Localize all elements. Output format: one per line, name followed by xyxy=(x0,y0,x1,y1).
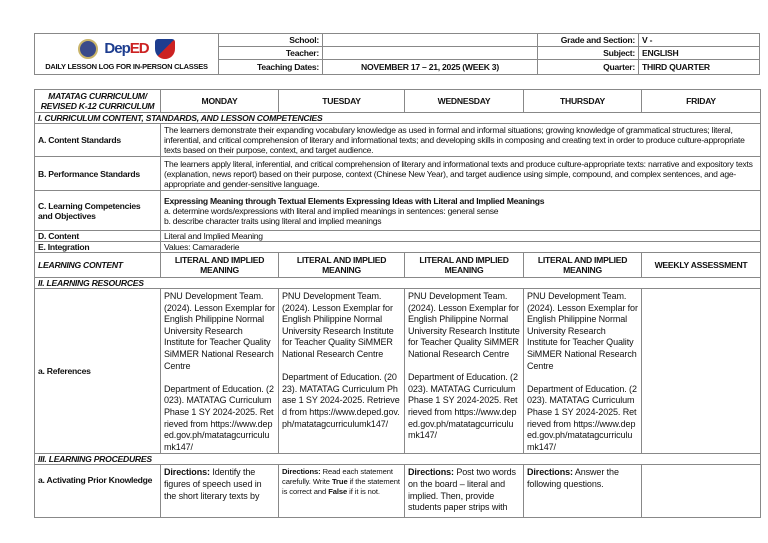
learning-content-monday: LITERAL AND IMPLIED MEANING xyxy=(161,253,279,278)
reference-pnu: PNU Development Team. (2024). Lesson Exemplar for English Philippine Normal University Research Institute for Teacher Quality SiMMER National Research Centre xyxy=(527,291,638,371)
competencies-label: C. Learning Competencies and Objectives xyxy=(35,191,161,231)
day-tuesday: TUESDAY xyxy=(279,90,405,113)
day-monday: MONDAY xyxy=(161,90,279,113)
activating-text: Read each statement carefully. Write xyxy=(282,467,393,487)
activating-text: Answer the following questions. xyxy=(527,467,619,489)
grade-value: V - xyxy=(639,34,760,47)
directions-label: Directions: xyxy=(164,467,210,478)
content-text: Literal and Implied Meaning xyxy=(161,231,761,242)
reference-deped: Department of Education. (2023). MATATAG Curriculum Phase 1 SY 2024-2025. Retrieved from https://www.deped.gov.ph/matatagcurriculumk147/ xyxy=(527,383,637,452)
references-label: a. References xyxy=(35,289,161,454)
directions-label: Directions: xyxy=(527,467,573,478)
directions-label: Directions: xyxy=(282,467,321,477)
content-standards-label: A. Content Standards xyxy=(35,124,161,157)
true-word: True xyxy=(331,477,348,487)
school-label: School: xyxy=(219,34,323,47)
section-2-heading: II. LEARNING RESOURCES xyxy=(35,278,761,289)
learning-content-friday: WEEKLY ASSESSMENT xyxy=(642,253,761,278)
performance-standards-text: The learners apply literal, inferential, and critical comprehension of literary and informational texts and produce culture-appropriate texts: narrative and expository texts (explanation, news report) based on their purpose, context (Chinese New Year), and target audience using simple, compound, and complex sentences, and age-appropriate and gender-sensitive language. xyxy=(161,157,761,191)
activating-tuesday xyxy=(279,465,405,518)
reference-pnu: PNU Development Team. (2024). Lesson Exemplar for English Philippine Normal University Research Institute for Teacher Quality SiMMER National Research Centre xyxy=(408,291,520,359)
section-1-heading: I. CURRICULUM CONTENT, STANDARDS, AND LESSON COMPETENCIES xyxy=(35,113,761,124)
day-thursday: THURSDAY xyxy=(524,90,642,113)
grade-label: Grade and Section: xyxy=(538,34,639,47)
teacher-label: Teacher: xyxy=(219,47,323,60)
subject-label: Subject: xyxy=(538,47,639,60)
quarter-label: Quarter: xyxy=(538,60,639,75)
logo-cell xyxy=(35,34,219,75)
dates-value: NOVEMBER 17 – 21, 2025 (WEEK 3) xyxy=(323,60,538,75)
competency-b: b. describe character traits using literal and implied meanings xyxy=(164,215,382,226)
integration-label: E. Integration xyxy=(35,242,161,253)
reference-deped: Department of Education. (2023). MATATAG Curriculum Phase 1 SY 2024-2025. Retrieved from https://www.deped.gov.ph/matatagcurriculumk147/ xyxy=(282,372,400,429)
deped-logo: DepED xyxy=(104,40,149,57)
quarter-value: THIRD QUARTER xyxy=(639,60,760,75)
content-standards-text: The learners demonstrate their expanding vocabulary knowledge as used in formal and informal situations; growing knowledge of grammatical structures; literal, inferential, and critical comprehension of literary and informational texts; and developing skills in composing and creating text in order to produce culture-appropriate texts based on their purpose, context, and target audience. xyxy=(161,124,761,157)
teacher-value xyxy=(323,47,538,60)
learning-content-label: LEARNING CONTENT xyxy=(35,253,161,278)
references-thursday xyxy=(524,289,642,454)
activating-label: a. Activating Prior Knowledge xyxy=(35,465,161,518)
section-3-heading: III. LEARNING PROCEDURES xyxy=(35,454,761,465)
false-word: False xyxy=(328,487,348,497)
integration-text: Values: Camaraderie xyxy=(161,242,761,253)
day-wednesday: WEDNESDAY xyxy=(405,90,524,113)
header-table xyxy=(34,33,760,75)
reference-pnu: PNU Development Team. (2024). Lesson Exemplar for English Philippine Normal University Research Institute for Teacher Quality SiMMER National Research Centre xyxy=(164,291,275,371)
references-wednesday xyxy=(405,289,524,454)
activating-text: Post two words on the board – literal and implied. Then, provide students paper strips with xyxy=(408,467,516,513)
learning-content-thursday: LITERAL AND IMPLIED MEANING xyxy=(524,253,642,278)
reference-pnu: PNU Development Team. (2024). Lesson Exemplar for English Philippine Normal University Research Institute for Teacher Quality SiMMER National Research Centre xyxy=(282,291,394,359)
dates-label: Teaching Dates: xyxy=(219,60,323,75)
deped-seal-icon xyxy=(78,39,98,59)
school-value xyxy=(323,34,538,47)
learning-content-wednesday: LITERAL AND IMPLIED MEANING xyxy=(405,253,524,278)
performance-standards-label: B. Performance Standards xyxy=(35,157,161,191)
activating-friday xyxy=(642,465,761,518)
document-title: DAILY LESSON LOG FOR IN-PERSON CLASSES xyxy=(45,62,208,71)
bagong-pilipinas-logo-icon xyxy=(155,39,175,59)
competencies-cell xyxy=(161,191,761,231)
activating-wednesday xyxy=(405,465,524,518)
lesson-log-table xyxy=(34,89,761,518)
subject-value: ENGLISH xyxy=(639,47,760,60)
curriculum-header: MATATAG CURRICULUM/ REVISED K-12 CURRICULUM xyxy=(35,90,161,113)
learning-content-tuesday: LITERAL AND IMPLIED MEANING xyxy=(279,253,405,278)
activating-text: Identify the figures of speech used in the short literary texts by xyxy=(164,467,262,501)
activating-thursday xyxy=(524,465,642,518)
directions-label: Directions: xyxy=(408,467,454,478)
competency-a: a. determine words/expressions with literal and implied meanings in sentences: general sense xyxy=(164,205,499,216)
reference-deped: Department of Education. (2023). MATATAG Curriculum Phase 1 SY 2024-2025. Retrieved from https://www.deped.gov.ph/matatagcurriculumk147/ xyxy=(164,383,274,452)
references-monday xyxy=(161,289,279,454)
activating-text-mid: if the statement is correct and xyxy=(282,477,400,497)
activating-monday xyxy=(161,465,279,518)
day-friday: FRIDAY xyxy=(642,90,761,113)
reference-deped: Department of Education. (2023). MATATAG Curriculum Phase 1 SY 2024-2025. Retrieved from https://www.deped.gov.ph/matatagcurriculumk147/ xyxy=(408,372,518,441)
activating-text-end: if it is not. xyxy=(349,487,380,497)
references-tuesday xyxy=(279,289,405,454)
references-friday xyxy=(642,289,761,454)
content-label: D. Content xyxy=(35,231,161,242)
competencies-title: Expressing Meaning through Textual Elements Expressing Ideas with Literal and Implied Meanings xyxy=(164,195,545,206)
